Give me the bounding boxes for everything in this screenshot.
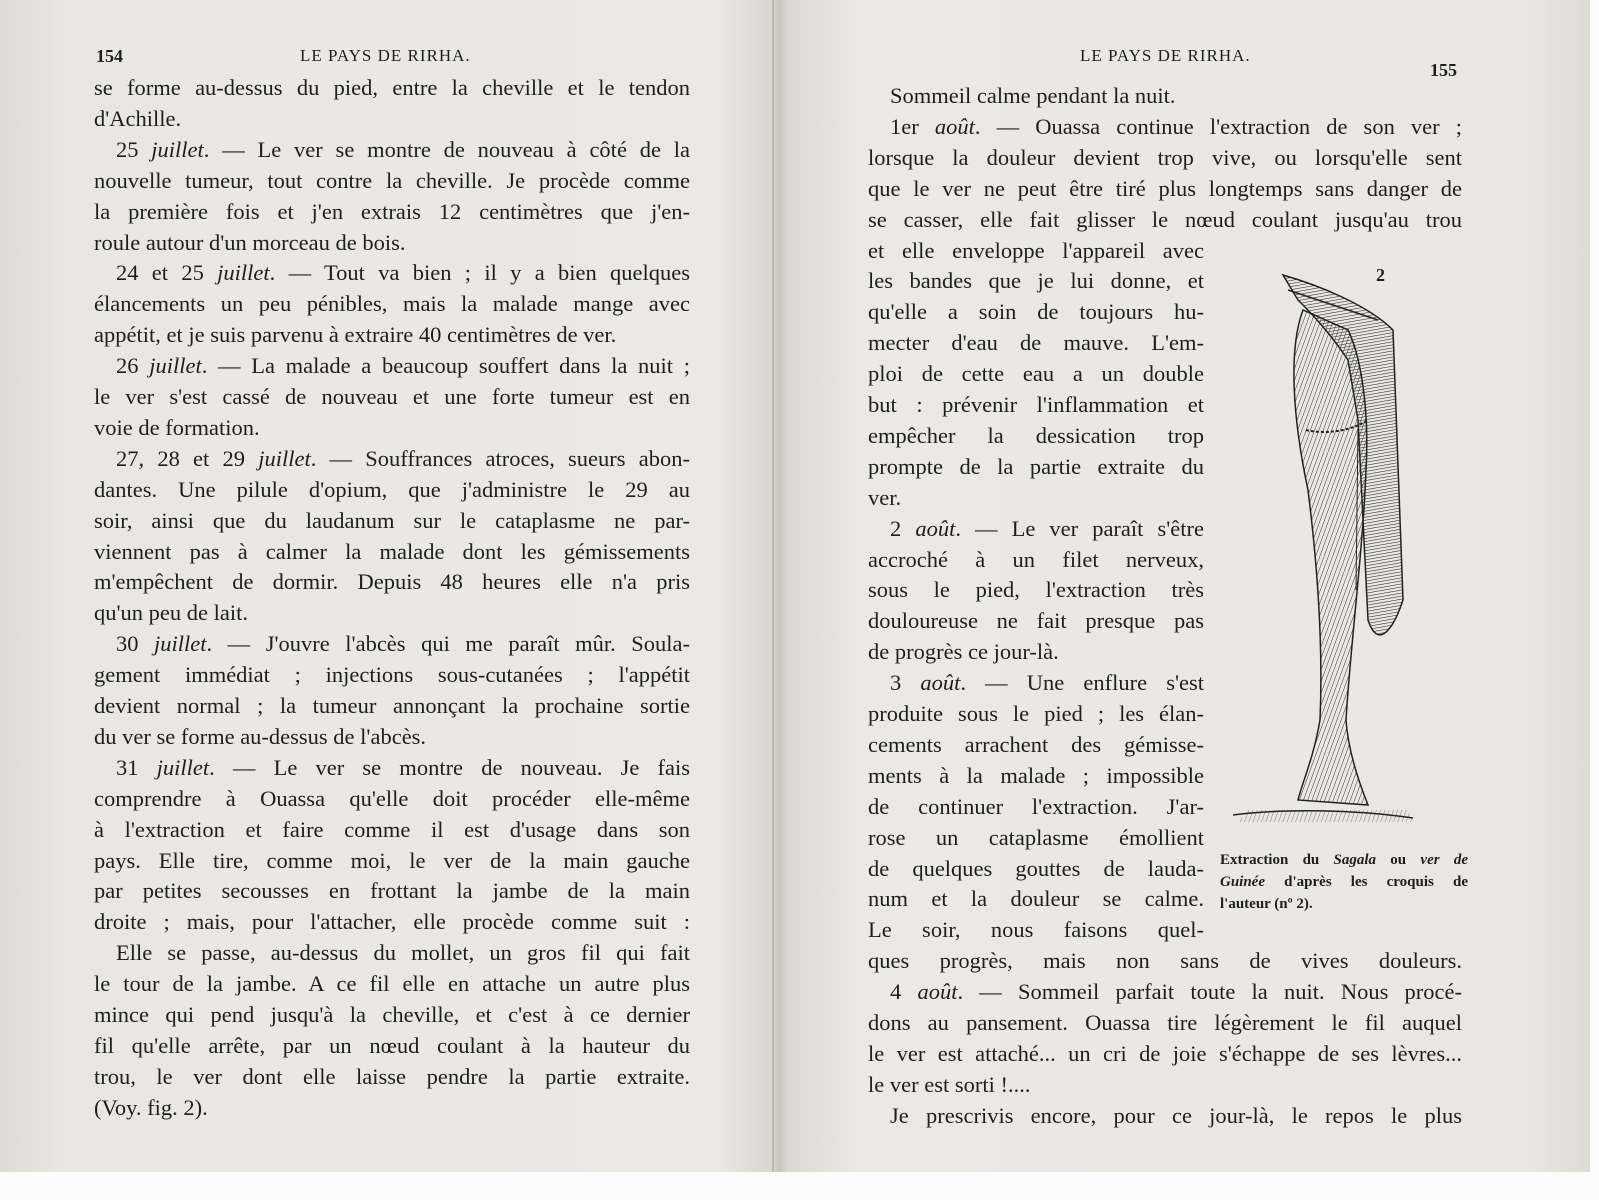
line-text: viennent pas à calmer la malade dont les gémissements — [94, 538, 690, 564]
text-line — [116, 754, 690, 782]
text-line — [868, 298, 1204, 326]
line-text: du ver se forme au-dessus de l'abcès. — [94, 723, 427, 749]
line-text: voie de formation. — [94, 414, 260, 440]
text-line — [868, 916, 1204, 944]
text-line — [868, 484, 1204, 512]
text-line — [868, 855, 1204, 883]
text-line — [94, 105, 690, 133]
line-text: . — Tout va bien ; il y a bien quelques — [269, 260, 690, 286]
text-line — [868, 360, 1204, 388]
date-month: juillet — [156, 754, 210, 780]
text-line — [94, 321, 690, 349]
text-line — [116, 630, 690, 658]
text-line — [868, 453, 1204, 481]
text-line — [94, 1001, 690, 1029]
text-line — [94, 785, 690, 813]
caption-italic: ver de — [1420, 852, 1468, 868]
line-text: sous le pied, l'extraction très — [868, 577, 1204, 603]
left-page-number: 154 — [96, 46, 123, 66]
left-running-head: LE PAYS DE RIRHA. — [300, 46, 471, 65]
text-line — [94, 507, 690, 535]
caption-text: l'auteur (nº 2). — [1220, 896, 1313, 912]
date-month: juillet — [151, 136, 204, 162]
line-text: num et la douleur se calme. — [868, 886, 1204, 912]
line-text: . — Le ver se montre de nouveau. Je fais — [209, 754, 691, 780]
date-number: 2 — [890, 515, 916, 541]
text-line — [94, 1032, 690, 1060]
line-text: . — Ouassa continue l'extraction de son ver ; — [974, 113, 1462, 139]
text-line — [94, 970, 690, 998]
line-text: nouvelle tumeur, tout contre la cheville. Je procède comme — [94, 167, 690, 193]
line-text: par petites secousses en frottant la jambe de la main — [94, 878, 690, 904]
line-text: . — Le ver se montre de nouveau à côté de la — [203, 136, 690, 162]
text-line — [94, 476, 690, 504]
line-text: . — Une enflure s'est — [960, 670, 1205, 696]
text-line — [94, 568, 690, 596]
text-line — [890, 978, 1462, 1006]
line-text: . — La malade a beaucoup souffert dans la nuit ; — [201, 353, 690, 379]
text-line — [868, 885, 1204, 913]
text-line — [94, 414, 690, 442]
caption-text: d'après les croquis de — [1265, 874, 1468, 890]
line-text: rose un cataplasme émollient — [868, 824, 1204, 850]
text-line — [116, 136, 690, 164]
line-text: roule autour d'un morceau de bois. — [94, 229, 406, 255]
line-text: élancements un peu pénibles, mais la malade mange avec — [94, 291, 690, 317]
line-text: de progrès ce jour-là. — [868, 639, 1059, 665]
text-line — [868, 237, 1204, 265]
text-line — [94, 229, 690, 257]
line-text: la première fois et j'en extrais 12 centimètres que j'en- — [94, 198, 690, 224]
text-line — [94, 692, 690, 720]
text-line — [868, 1040, 1462, 1068]
date-month: août — [934, 113, 975, 139]
line-text: droite ; mais, pour l'attacher, elle procède comme suit : — [94, 909, 690, 935]
date-number: 30 — [116, 631, 155, 657]
text-line — [890, 113, 1462, 141]
line-text: à l'extraction et faire comme il est d'usage dans son — [94, 816, 690, 842]
date-number: 25 — [116, 136, 152, 162]
line-text: ver. — [868, 484, 902, 510]
line-text: fil qu'elle arrête, par un nœud coulant à la hauteur du — [94, 1032, 690, 1058]
line-text: Je prescrivis encore, pour ce jour-là, le repos le plus — [890, 1102, 1462, 1128]
date-month: juillet — [217, 260, 270, 286]
text-line — [94, 290, 690, 318]
line-text: ploi de cette eau a un double — [868, 361, 1204, 387]
text-line — [94, 1063, 690, 1091]
line-text: dons au pansement. Ouassa tire légèrement le fil auquel — [868, 1010, 1462, 1035]
text-line — [890, 515, 1204, 543]
date-number: 24 et 25 — [116, 260, 218, 286]
date-month: août — [915, 515, 956, 541]
line-text: ques progrès, mais non sans de vives douleurs. — [868, 948, 1462, 974]
text-line — [868, 700, 1204, 728]
book-gutter — [772, 0, 774, 1172]
text-line — [868, 1009, 1462, 1037]
text-line — [94, 661, 690, 689]
right-page-number: 155 — [1430, 60, 1457, 80]
text-line — [868, 546, 1204, 574]
text-line — [94, 538, 690, 566]
caption-line — [1220, 852, 1468, 869]
line-text: douloureuse ne fait presque pas — [868, 608, 1204, 634]
text-line — [94, 383, 690, 411]
line-text: et elle enveloppe l'appareil avec — [868, 237, 1204, 263]
text-line — [868, 144, 1462, 172]
text-line — [890, 82, 1462, 110]
leg-illustration — [1228, 270, 1418, 830]
line-text: empêcher la dessication trop — [868, 422, 1204, 448]
line-text: que le ver ne peut être tiré plus longtemps sans danger de — [868, 175, 1462, 201]
date-number: 4 — [890, 979, 918, 1005]
caption-text: ou — [1376, 852, 1421, 868]
caption-line — [1220, 874, 1468, 891]
line-text: le ver est attaché... un cri de joie s'échappe de ses lèvres... — [868, 1040, 1462, 1066]
line-text: de quelques gouttes de lauda- — [868, 855, 1204, 881]
line-text: de continuer l'extraction. J'ar- — [868, 793, 1204, 819]
text-line — [868, 576, 1204, 604]
caption-italic: Sagala — [1333, 852, 1377, 868]
caption-line — [1220, 896, 1468, 913]
line-text: se casser, elle fait glisser le nœud coulant jusqu'au trou — [868, 206, 1462, 232]
line-text: le tour de la jambe. A ce fil elle en attache un autre plus — [94, 971, 690, 997]
date-number: 3 — [890, 670, 921, 696]
text-line — [868, 762, 1204, 790]
line-text: pays. Elle tire, comme moi, le ver de la main gauche — [94, 847, 690, 873]
line-text: comprendre à Ouassa qu'elle doit procéder elle-même — [94, 785, 690, 811]
text-line — [868, 607, 1204, 635]
line-text: trou, le ver dont elle laisse pendre la partie extraite. — [94, 1063, 690, 1089]
line-text: prompte de la partie extraite du — [868, 453, 1204, 479]
line-text: Sommeil calme pendant la nuit. — [890, 83, 1176, 108]
line-text: . — Le ver paraît s'être — [955, 515, 1204, 541]
line-text: but : prévenir l'inflammation et — [868, 392, 1204, 417]
text-line — [868, 329, 1204, 357]
line-text: soir, ainsi que du laudanum sur le cataplasme ne par- — [94, 507, 690, 533]
text-line — [94, 723, 690, 751]
line-text: se forme au-dessus du pied, entre la cheville et le tendon — [94, 75, 690, 100]
caption-italic: Guinée — [1220, 874, 1265, 890]
line-text: qu'elle a soin de toujours hu- — [868, 299, 1204, 325]
text-line — [94, 1094, 690, 1122]
text-line — [94, 167, 690, 195]
text-line — [868, 391, 1204, 419]
text-line — [868, 731, 1204, 759]
line-text: accroché à un filet nerveux, — [868, 546, 1204, 572]
date-month: juillet — [154, 631, 207, 657]
right-running-head: LE PAYS DE RIRHA. — [1080, 46, 1251, 65]
date-month: août — [917, 979, 958, 1005]
line-text: . — J'ouvre l'abcès qui me paraît mûr. Soula- — [206, 631, 691, 657]
date-month: août — [920, 670, 961, 696]
figure-number: 2 — [1376, 265, 1385, 285]
line-text: le ver est sorti !.... — [868, 1071, 1031, 1097]
date-number: 26 — [116, 353, 150, 379]
date-month: juillet — [258, 445, 311, 471]
text-line — [116, 939, 690, 967]
text-line — [116, 445, 690, 473]
line-text: devient normal ; la tumeur annonçant la prochaine sortie — [94, 693, 690, 718]
line-text: mecter d'eau de mauve. L'em- — [868, 330, 1204, 356]
text-line — [868, 638, 1204, 666]
line-text: d'Achille. — [94, 105, 182, 131]
date-number: 1er — [890, 113, 935, 139]
text-line — [94, 847, 690, 875]
text-line — [94, 816, 690, 844]
text-line — [890, 1102, 1462, 1130]
date-month: juillet — [149, 353, 202, 379]
line-text: dantes. Une pilule d'opium, que j'administre le 29 au — [94, 476, 690, 502]
line-text: le ver s'est cassé de nouveau et une forte tumeur est en — [94, 384, 690, 409]
line-text: mince qui pend jusqu'à la cheville, et c'est à ce dernier — [94, 1002, 690, 1027]
date-number: 31 — [116, 754, 157, 780]
text-line — [868, 267, 1204, 295]
line-text: . — Souffrances atroces, sueurs abon- — [310, 445, 690, 471]
line-text: les bandes que je lui donne, et — [868, 268, 1204, 294]
text-line — [94, 599, 690, 627]
text-line — [94, 74, 690, 102]
text-line — [116, 352, 690, 380]
line-text: (Voy. fig. 2). — [94, 1094, 208, 1120]
text-line — [116, 259, 690, 287]
line-text: qu'un peu de lait. — [94, 600, 249, 626]
text-line — [868, 824, 1204, 852]
text-line — [868, 947, 1462, 975]
line-text: lorsque la douleur devient trop vive, ou lorsqu'elle sent — [868, 144, 1462, 170]
line-text: gement immédiat ; injections sous-cutanées ; l'appétit — [94, 662, 690, 688]
date-number: 27, 28 et 29 — [116, 445, 259, 471]
text-line — [94, 877, 690, 905]
line-text: m'empêchent de dormir. Depuis 48 heures elle n'a pris — [94, 569, 690, 595]
line-text: cements arrachent des gémisse- — [868, 731, 1204, 757]
text-line — [868, 422, 1204, 450]
caption-text: Extraction du — [1220, 852, 1334, 868]
line-text: ments à la malade ; impossible — [868, 762, 1204, 788]
text-line — [868, 1071, 1462, 1099]
text-line — [868, 175, 1462, 203]
line-text: . — Sommeil parfait toute la nuit. Nous procé- — [957, 979, 1462, 1005]
text-line — [94, 908, 690, 936]
text-line — [868, 206, 1462, 234]
text-line — [890, 669, 1204, 697]
text-line — [868, 793, 1204, 821]
line-text: appétit, et je suis parvenu à extraire 40 centimètres de ver. — [94, 322, 617, 348]
line-text: produite sous le pied ; les élan- — [868, 701, 1204, 726]
line-text: Elle se passe, au-dessus du mollet, un gros fil qui fait — [116, 940, 690, 966]
text-line — [94, 198, 690, 226]
line-text: Le soir, nous faisons quel- — [868, 917, 1204, 943]
